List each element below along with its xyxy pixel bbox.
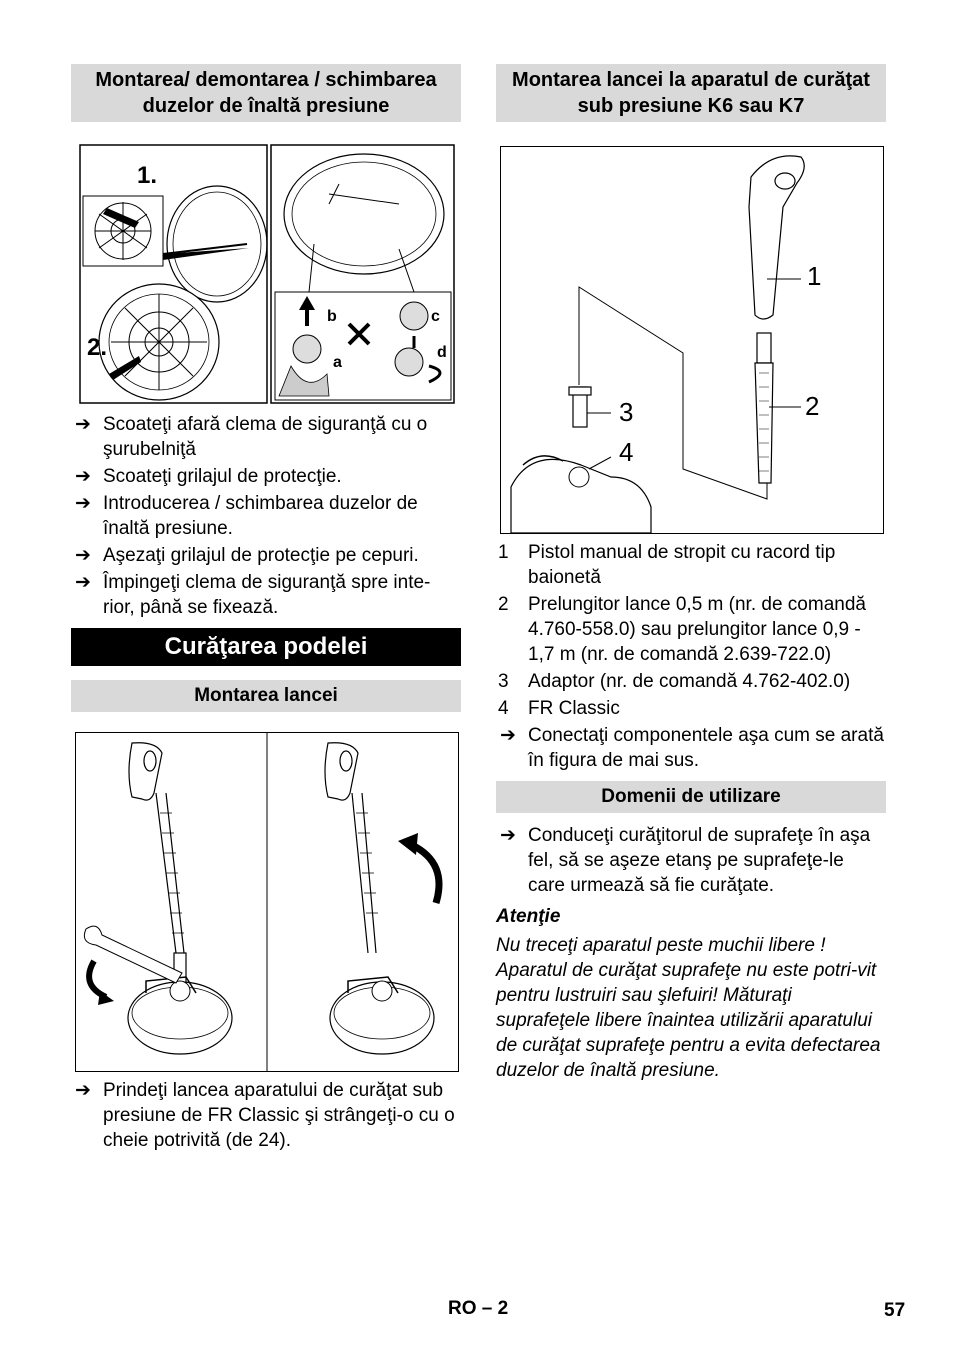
arrow-right-icon: ➔: [500, 725, 516, 746]
section-title-nozzles: Montarea/ demontarea / schimbarea duzelor de înaltă presiune: [71, 64, 461, 122]
part-label-d: d: [437, 344, 447, 361]
list-item: 3 Adaptor (nr. de comandă 4.762-402.0): [498, 671, 851, 692]
part-label-b: b: [327, 308, 337, 325]
figure-lance-mount: [75, 732, 459, 1072]
list-item: ➔ Împingeţi clema de siguranţă spre inte-rior, până se fixează.: [75, 572, 431, 618]
main-title-floor-cleaning: Curăţarea podelei: [71, 628, 461, 666]
list-item: ➔ Conduceţi curăţitorul de suprafeţe în aşa fel, să se aşeze etanş pe suprafeţe-le care urmează să fie curăţate.: [500, 825, 871, 896]
arrow-right-icon: ➔: [75, 1080, 91, 1101]
list-item: ➔ Aşezaţi grilajul de protecţie pe cepuri.: [75, 545, 419, 566]
component-legend: [496, 540, 886, 721]
figure-nozzle-change: [79, 144, 465, 406]
list-item: ➔ Prindeţi lancea aparatului de curăţat sub presiune de FR Classic şi strângeţi-o cu o cheie potrivită (de 24).: [75, 1080, 455, 1151]
footer-section-label: RO – 2: [448, 1298, 509, 1319]
section-title-k6-k7: Montarea lancei la aparatul de curăţat sub presiune K6 sau K7: [496, 64, 886, 122]
steps-nozzles: [71, 412, 461, 620]
warning-text: Nu treceţi aparatul peste muchii libere ! Aparatul de curăţat suprafeţe nu este potri-vit pentru lustruiri sau şlefuiri! Măturaţi suprafeţele libere înaintea utilizării aparatului de curăţat suprafeţe pentru a evita defectarea duzelor de înaltă presiune.: [496, 935, 881, 1081]
list-item: ➔ Conectaţi componentele aşa cum se arată în figura de mai sus.: [500, 725, 884, 771]
list-item: ➔ Introducerea / schimbarea duzelor de înaltă presiune.: [75, 493, 418, 539]
warning-title: Atenţie: [496, 906, 561, 927]
arrow-right-icon: ➔: [75, 545, 91, 566]
steps-connect: [496, 723, 886, 773]
page-number: 57: [884, 1300, 906, 1321]
arrow-right-icon: ➔: [75, 572, 91, 593]
list-item: ➔ Scoateţi afară clema de siguranţă cu o şurubelniţă: [75, 414, 428, 460]
arrow-right-icon: ➔: [500, 825, 516, 846]
component-label-3: 3: [619, 397, 634, 427]
lance-illustration: [76, 733, 458, 1071]
left-column: [71, 64, 461, 1155]
figure-k6-k7-components: [500, 146, 884, 534]
arrow-right-icon: ➔: [75, 493, 91, 514]
step-label-2: 2.: [87, 334, 108, 361]
right-column: [496, 64, 886, 1083]
component-label-1: 1: [807, 261, 822, 291]
step-label-1: 1.: [137, 162, 158, 189]
steps-lance-mount: [71, 1078, 461, 1153]
arrow-right-icon: ➔: [75, 414, 91, 435]
components-illustration: [501, 147, 883, 533]
list-item: ➔ Scoateţi grilajul de protecţie.: [75, 466, 342, 487]
part-label-a: a: [333, 354, 342, 371]
component-label-4: 4: [619, 437, 634, 467]
component-label-2: 2: [805, 391, 820, 421]
steps-usage: [496, 823, 886, 898]
list-item: 1 Pistol manual de stropit cu racord tip baionetă: [498, 542, 836, 588]
list-item: 4 FR Classic: [498, 698, 620, 719]
arrow-right-icon: ➔: [75, 466, 91, 487]
part-label-c: c: [431, 308, 440, 325]
list-item: 2 Prelungitor lance 0,5 m (nr. de comandă 4.760-558.0) sau prelungitor lance 0,9 - 1,7 m (nr. de comandă 2.639-722.0): [498, 594, 866, 665]
section-title-usage: Domenii de utilizare: [496, 781, 886, 813]
section-title-lance-mount: Montarea lancei: [71, 680, 461, 712]
